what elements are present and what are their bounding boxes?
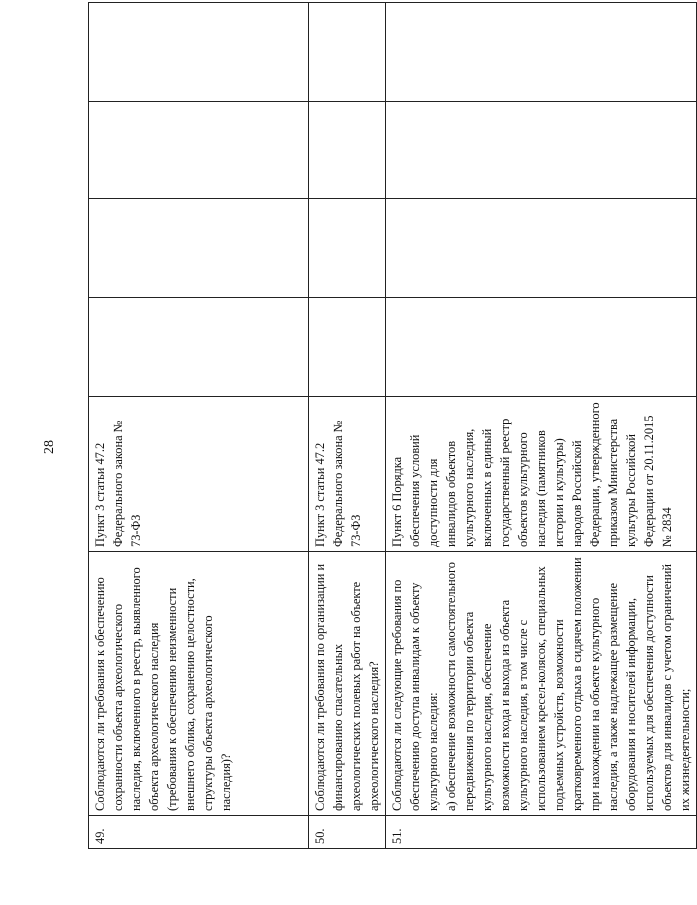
empty-cell xyxy=(386,298,697,397)
reference-text: Пункт 3 статьи 47.2 Федерального закона № 73-ФЗ xyxy=(93,420,143,547)
empty-cell xyxy=(309,3,386,102)
empty-cell xyxy=(386,3,697,102)
reference-cell xyxy=(386,397,697,552)
requirement-text: Соблюдаются ли требования к обеспечению сохранности объекта археологического наследия, включенного в реестр, выявленного объекта археологического наследия (требования к обеспечению неизменности внешнего облика, сохранению целостности, структуры объекта археологического наследия)? xyxy=(93,567,233,811)
reference-cell xyxy=(89,397,309,552)
row-number: 51. xyxy=(386,816,697,849)
requirement-text: Соблюдаются ли требования по организации и финансированию спасательных археологических полевых работ на объекте археологического наследия? xyxy=(313,563,381,811)
requirement-cell xyxy=(89,552,309,816)
empty-cell xyxy=(89,199,309,298)
empty-cell xyxy=(309,199,386,298)
page-number: 28 xyxy=(42,440,57,454)
empty-cell xyxy=(89,3,309,102)
checklist-table xyxy=(88,2,697,849)
row-number: 49. xyxy=(89,816,309,849)
rotated-table-container xyxy=(88,66,692,849)
reference-text: Пункт 6 Порядка обеспечения условий доступности для инвалидов объектов культурного наследия, включенных в единый государственный реестр объектов культурного наследия (памятников истории и культуры) народов Российской Федерации, утвержденного приказом Министерства культуры Российской Федерации от 20.11.2015 № 2834 xyxy=(390,402,674,547)
requirement-cell xyxy=(309,552,386,816)
empty-cell xyxy=(309,298,386,397)
empty-cell xyxy=(89,298,309,397)
empty-cell xyxy=(309,102,386,199)
reference-cell xyxy=(309,397,386,552)
row-number: 50. xyxy=(309,816,386,849)
empty-cell xyxy=(386,102,697,199)
empty-cell xyxy=(89,102,309,199)
empty-cell xyxy=(386,199,697,298)
table-row xyxy=(89,3,309,849)
requirement-cell xyxy=(386,552,697,816)
reference-text: Пункт 3 статьи 47.2 Федерального закона № 73-ФЗ xyxy=(313,420,363,547)
requirement-text: Соблюдаются ли следующие требования по обеспечению доступа инвалидам к объекту культурного наследия: а) обеспечение возможности самостоятельного передвижения по территории объекта культурного наследия, обеспечение возможности входа и выхода из объекта культурного наследия, в том числе с использованием кресел-колясок, специальных подъемных устройств, возможности кратковременного отдыха в сидячем положении при нахождении на объекте культурного наследия, а также надлежащее размещение оборудования и носителей информации, используемых для обеспечения доступности объектов для инвалидов с учетом ограничений их жизнедеятельности; xyxy=(390,557,692,811)
table-row xyxy=(309,3,386,849)
table-row xyxy=(386,3,697,849)
